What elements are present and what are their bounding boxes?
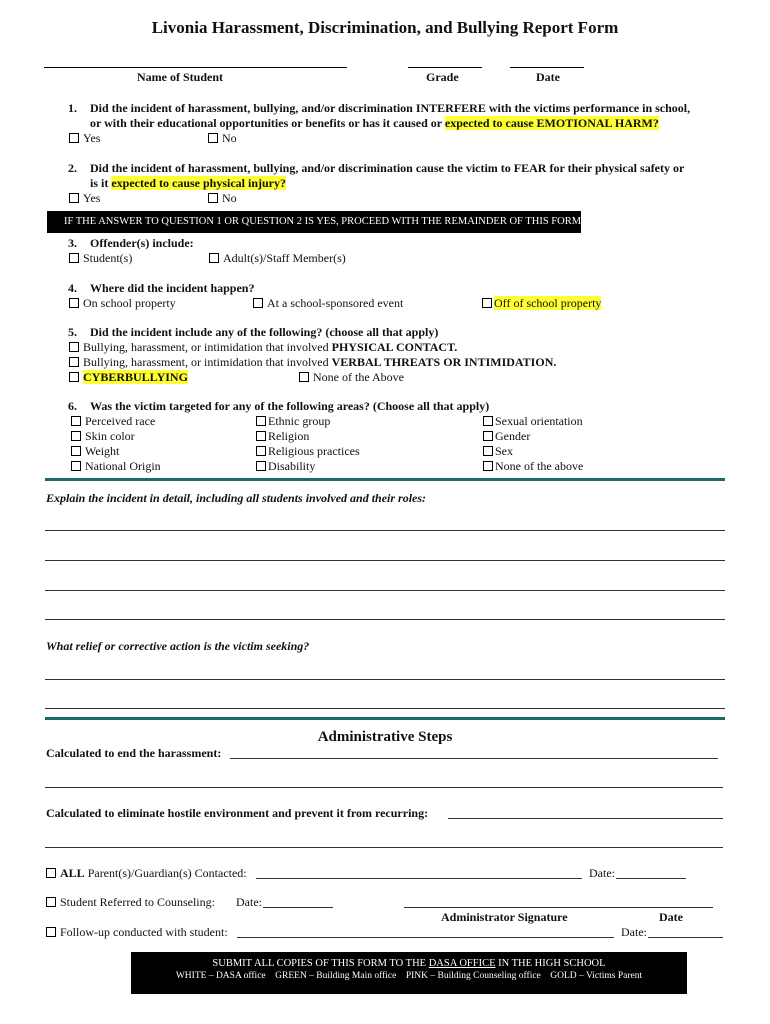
q2-no-checkbox[interactable] [208, 193, 218, 203]
q5-opt1-pre: Bullying, harassment, or intimidation that involved [83, 340, 329, 354]
q5-opt2-pre: Bullying, harassment, or intimidation that involved [83, 355, 329, 369]
parents-date-label: Date: [589, 866, 615, 880]
q6-col3-label: None of the above [495, 459, 584, 473]
q4-opt3-checkbox[interactable] [482, 298, 492, 308]
calc2-extra-line[interactable] [45, 847, 723, 848]
q6-col3-checkbox[interactable] [483, 446, 493, 456]
q6-col3-checkbox[interactable] [483, 431, 493, 441]
q1-yes-checkbox[interactable] [69, 133, 79, 143]
counseling-label: Student Referred to Counseling: [60, 895, 215, 909]
signature-date-label: Date [659, 910, 683, 924]
q6-col2-item-2[interactable] [256, 444, 360, 459]
student-name-label: Name of Student [137, 70, 223, 84]
q6-number: 6. [68, 399, 77, 413]
calc1-line[interactable] [230, 758, 718, 759]
page-title: Livonia Harassment, Discrimination, and Bullying Report Form [151, 18, 619, 37]
q2-yes-checkbox[interactable] [69, 193, 79, 203]
q1-no-checkbox[interactable] [208, 133, 218, 143]
signature-line[interactable] [404, 907, 713, 908]
calc2-label: Calculated to eliminate hostile environment and prevent it from recurring: [46, 806, 429, 820]
all-label: ALL [60, 866, 85, 880]
q5-number: 5. [68, 325, 77, 339]
parents-date-line[interactable] [616, 878, 686, 879]
grade-label: Grade [426, 70, 459, 84]
explain-line[interactable] [45, 619, 725, 620]
q6-col2-item-0[interactable] [256, 414, 330, 429]
q3-number: 3. [68, 236, 77, 250]
parents-contacted-line[interactable] [256, 878, 582, 879]
q2-number: 2. [68, 161, 77, 175]
q3-opt1-option[interactable] [69, 251, 132, 266]
q6-col2-label: Ethnic group [268, 414, 331, 428]
q2-no-option[interactable] [208, 191, 237, 206]
q4-opt2-checkbox[interactable] [253, 298, 263, 308]
followup-date-line[interactable] [648, 937, 723, 938]
q6-col1-item-2[interactable] [71, 444, 119, 459]
q6-col3-label: Gender [495, 429, 531, 443]
q6-col2-label: Disability [268, 459, 316, 473]
q5-opt4-label: None of the Above [313, 370, 404, 384]
q1-no-label: No [222, 131, 237, 145]
q4-text: Where did the incident happen? [90, 281, 255, 295]
q6-col3-checkbox[interactable] [483, 461, 493, 471]
parents-contacted-option[interactable] [46, 866, 247, 881]
q6-col2-checkbox[interactable] [256, 446, 266, 456]
q3-text: Offender(s) include: [90, 236, 194, 250]
grade-input[interactable] [408, 66, 482, 68]
q5-opt4-option[interactable] [299, 370, 404, 385]
followup-date-label: Date: [621, 925, 647, 939]
q5-opt1-bold: PHYSICAL CONTACT. [331, 340, 458, 354]
footer-line2: WHITE – DASA office GREEN – Building Main office PINK – Building Counseling office GOLD – Victims Parent [175, 971, 643, 981]
q6-col1-checkbox[interactable] [71, 416, 81, 426]
q2-highlight: expected to cause physical injury? [111, 176, 286, 190]
footer-line1-u: DASA OFFICE [428, 958, 496, 969]
q6-col3-item-0[interactable] [483, 414, 583, 429]
q6-col3-item-2[interactable] [483, 444, 513, 459]
q6-col3-checkbox[interactable] [483, 416, 493, 426]
q2-text-a: Did the incident of harassment, bullying, and/or discrimination cause the victim to FEAR for their physical safety or [90, 161, 685, 175]
q6-col1-checkbox[interactable] [71, 446, 81, 456]
followup-checkbox[interactable] [46, 927, 56, 937]
q4-opt1-checkbox[interactable] [69, 298, 79, 308]
q4-opt2-option[interactable] [253, 296, 403, 311]
q6-col1-item-1[interactable] [71, 429, 135, 444]
student-name-input[interactable] [44, 66, 347, 68]
q3-opt2-option[interactable] [209, 251, 346, 266]
q6-col1-label: Weight [85, 444, 120, 458]
followup-line[interactable] [237, 937, 614, 938]
q1-highlight: expected to cause EMOTIONAL HARM? [444, 116, 659, 130]
relief-prompt: What relief or corrective action is the victim seeking? [46, 639, 310, 653]
relief-line[interactable] [45, 679, 725, 680]
q6-col2-label: Religious practices [268, 444, 360, 458]
q6-col1-label: Perceived race [85, 414, 156, 428]
footer-line1-a: SUBMIT ALL COPIES OF THIS FORM TO THE [212, 958, 427, 969]
q6-col2-label: Religion [268, 429, 310, 443]
date-label: Date [536, 70, 560, 84]
q5-opt4-checkbox[interactable] [299, 372, 309, 382]
counseling-checkbox[interactable] [46, 897, 56, 907]
signature-label: Administrator Signature [441, 910, 568, 924]
q5-opt1-option[interactable] [69, 340, 457, 355]
q5-opt2-option[interactable] [69, 355, 556, 370]
q1-text-b: or with their educational opportunities or benefits or has it caused or [90, 116, 442, 130]
explain-prompt: Explain the incident in detail, including all students involved and their roles: [46, 491, 427, 505]
q2-text-b-line [90, 176, 286, 191]
q3-opt1-checkbox[interactable] [69, 253, 79, 263]
calc2-line[interactable] [448, 818, 723, 819]
q6-col2-checkbox[interactable] [256, 431, 266, 441]
counseling-date-line[interactable] [263, 907, 333, 908]
q1-number: 1. [68, 101, 77, 115]
q5-opt2-bold: VERBAL THREATS OR INTIMIDATION. [331, 355, 557, 369]
q4-opt3-option[interactable] [482, 296, 601, 311]
footer-line1-b: IN THE HIGH SCHOOL [498, 958, 606, 969]
q2-text-b: is it [90, 176, 109, 190]
q5-opt1-checkbox[interactable] [69, 342, 79, 352]
q2-no-label: No [222, 191, 237, 205]
q5-opt3-label: CYBERBULLYING [83, 370, 188, 384]
q6-col2-item-1[interactable] [256, 429, 309, 444]
q3-opt1-label: Student(s) [83, 251, 133, 265]
explain-line[interactable] [45, 560, 725, 561]
q6-col3-item-1[interactable] [483, 429, 530, 444]
q6-col2-checkbox[interactable] [256, 416, 266, 426]
parents-contacted-checkbox[interactable] [46, 868, 56, 878]
section-divider [45, 478, 725, 481]
q4-opt1-label: On school property [83, 296, 176, 310]
q6-text: Was the victim targeted for any of the following areas? (Choose all that apply) [90, 399, 490, 413]
q6-col1-checkbox[interactable] [71, 431, 81, 441]
followup-label: Follow-up conducted with student: [60, 925, 228, 939]
q4-number: 4. [68, 281, 77, 295]
q6-col3-label: Sex [495, 444, 513, 458]
q5-text: Did the incident include any of the following? (choose all that apply) [90, 325, 439, 339]
calc1-label: Calculated to end the harassment: [46, 746, 222, 760]
q5-opt3-option[interactable] [69, 370, 188, 385]
q6-col2-item-3[interactable] [256, 459, 315, 474]
q6-col1-item-3[interactable] [71, 459, 161, 474]
q2-yes-option[interactable] [69, 191, 100, 206]
q6-col1-label: National Origin [85, 459, 161, 473]
q6-col3-label: Sexual orientation [495, 414, 583, 428]
q2-yes-label: Yes [83, 191, 101, 205]
proceed-banner-text: IF THE ANSWER TO QUESTION 1 OR QUESTION 2 IS YES, PROCEED WITH THE REMAINDER OF THIS FORM [64, 216, 582, 227]
q6-col2-checkbox[interactable] [256, 461, 266, 471]
q1-yes-label: Yes [83, 131, 101, 145]
relief-line[interactable] [45, 708, 725, 709]
explain-line[interactable] [45, 530, 725, 531]
footer-line1 [131, 958, 687, 969]
q1-no-option[interactable] [208, 131, 237, 146]
followup-option[interactable] [46, 925, 228, 940]
q3-opt2-label: Adult(s)/Staff Member(s) [223, 251, 346, 265]
q5-opt3-checkbox[interactable] [69, 372, 79, 382]
explain-line[interactable] [45, 590, 725, 591]
q3-opt2-checkbox[interactable] [209, 253, 219, 263]
q1-yes-option[interactable] [69, 131, 100, 146]
q4-opt3-label: Off of school property [494, 296, 602, 310]
q1-text-a: Did the incident of harassment, bullying, and/or discrimination INTERFERE with the victims performance in school, [90, 101, 691, 115]
q4-opt2-label: At a school-sponsored event [267, 296, 404, 310]
q4-opt1-option[interactable] [69, 296, 176, 311]
counseling-date-label: Date: [236, 895, 262, 909]
q1-text-b-line [90, 116, 659, 131]
q6-col1-checkbox[interactable] [71, 461, 81, 471]
q6-col1-item-0[interactable] [71, 414, 155, 429]
counseling-option[interactable] [46, 895, 215, 910]
parents-contacted-label: Parent(s)/Guardian(s) Contacted: [87, 866, 247, 880]
date-input[interactable] [510, 66, 584, 68]
q5-opt2-checkbox[interactable] [69, 357, 79, 367]
q6-col1-label: Skin color [85, 429, 135, 443]
admin-divider [45, 717, 725, 720]
calc1-extra-line[interactable] [45, 787, 723, 788]
q6-col3-item-3[interactable] [483, 459, 583, 474]
admin-heading: Administrative Steps [317, 729, 453, 745]
